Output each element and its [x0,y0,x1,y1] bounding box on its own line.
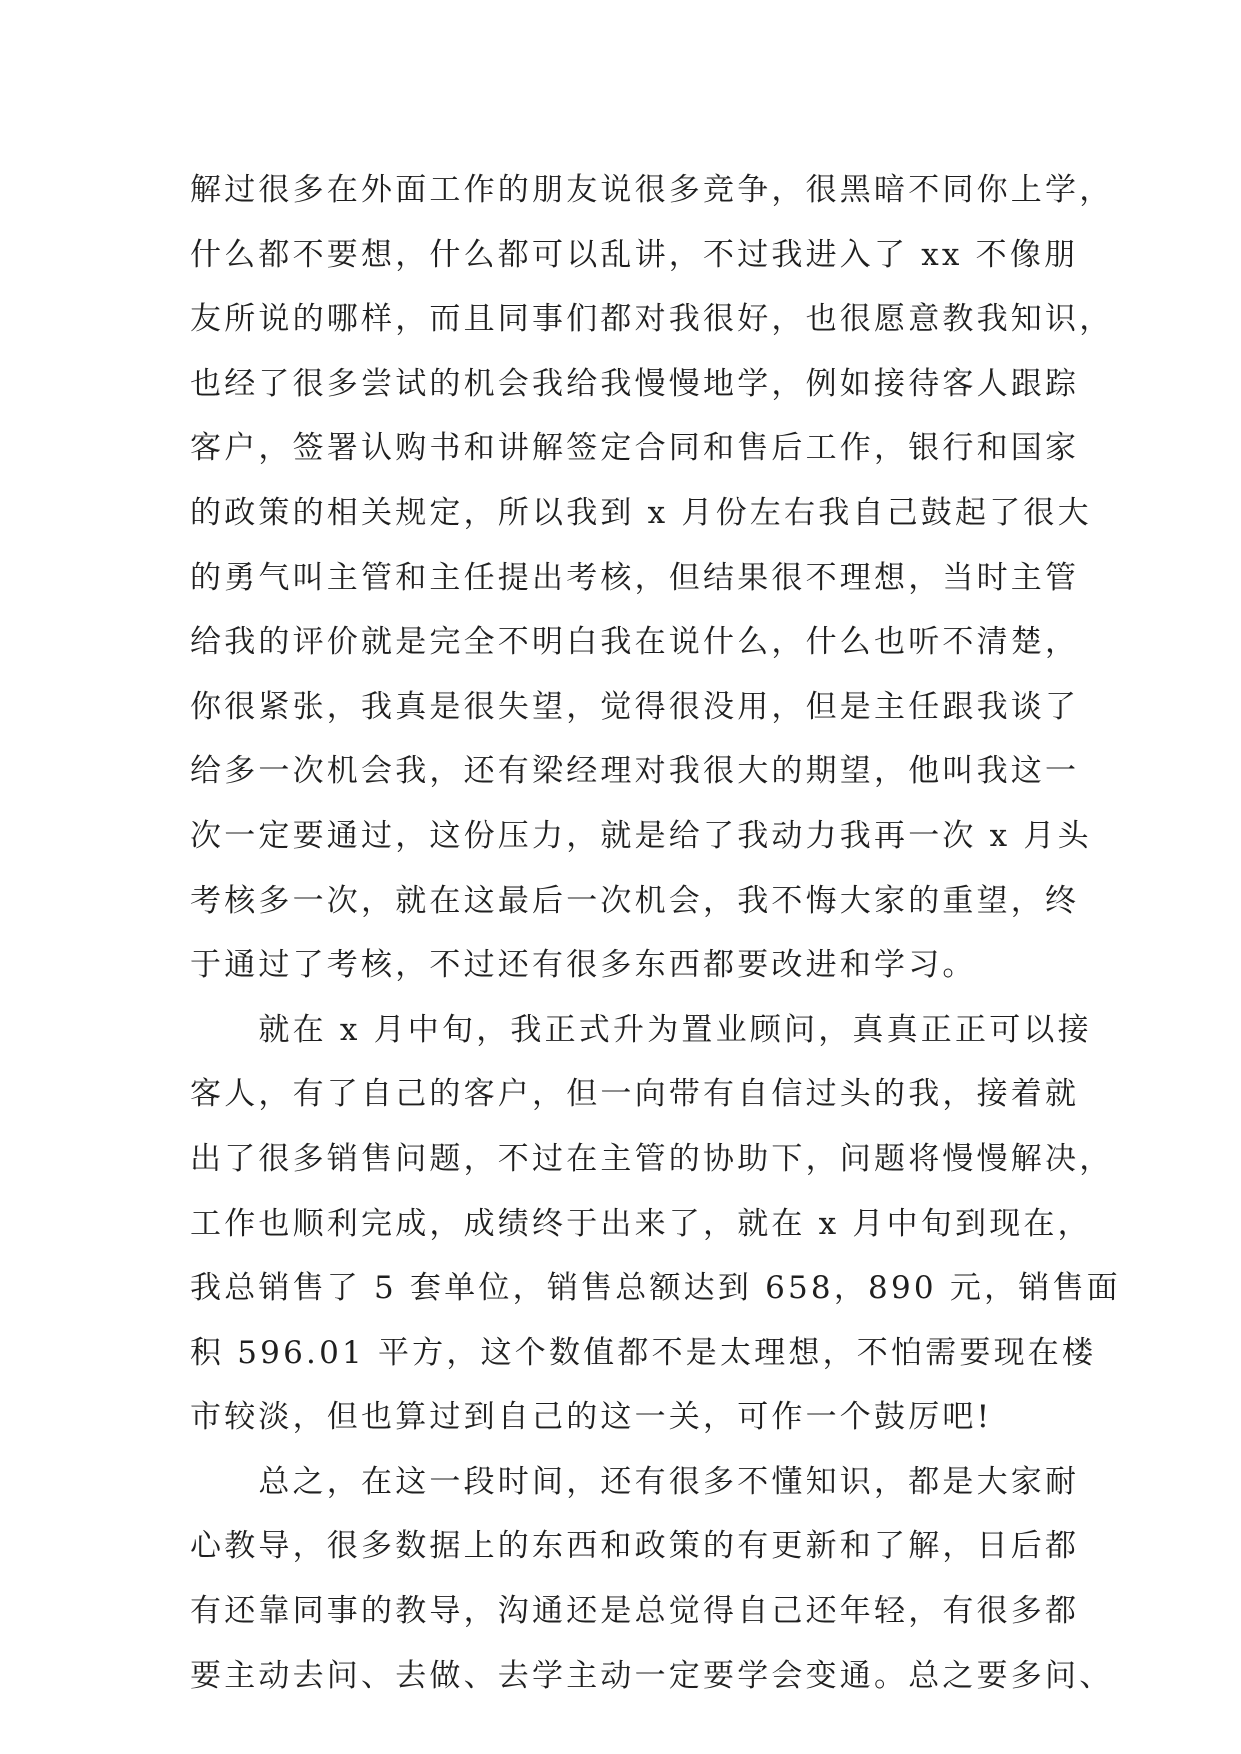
text-line: 给多一次机会我，还有梁经理对我很大的期望，他叫我这一 [190,753,1080,790]
text-line: 客人，有了自己的客户，但一向带有自信过头的我，接着就 [190,1076,1080,1113]
text-line: 出了很多销售问题，不过在主管的协助下，问题将慢慢解决， [190,1140,1114,1177]
text-line: 的政策的相关规定，所以我到 x 月份左右我自己鼓起了很大 [190,494,1092,531]
text-line: 于通过了考核，不过还有很多东西都要改进和学习。 [190,947,977,984]
text-line: 要主动去问、去做、去学主动一定要学会变通。总之要多问、 [190,1657,1114,1694]
text-line: 就在 x 月中旬，我正式升为置业顾问，真真正正可以接 [190,1011,1092,1048]
text-line: 工作也顺利完成，成绩终于出来了，就在 x 月中旬到现在， [190,1205,1092,1242]
text-line: 我总销售了 5 套单位，销售总额达到 658，890 元，销售面 [190,1270,1121,1307]
text-line: 给我的评价就是完全不明白我在说什么，什么也听不清楚， [190,624,1080,661]
text-line: 你很紧张，我真是很失望，觉得很没用，但是主任跟我谈了 [190,688,1080,725]
text-line: 积 596.01 平方，这个数值都不是太理想，不怕需要现在楼 [190,1334,1097,1371]
text-line: 客户，签署认购书和讲解签定合同和售后工作，银行和国家 [190,430,1080,467]
document-body [190,158,1121,1708]
text-line: 心教导，很多数据上的东西和政策的有更新和了解，日后都 [190,1528,1080,1565]
text-line: 解过很多在外面工作的朋友说很多竞争，很黑暗不同你上学， [190,172,1114,208]
text-line: 什么都不要想，什么都可以乱讲，不过我进入了 xx 不像朋 [190,236,1079,273]
text-line: 也经了很多尝试的机会我给我慢慢地学，例如接待客人跟踪 [190,365,1080,402]
text-line: 次一定要通过，这份压力，就是给了我动力我再一次 x 月头 [190,817,1092,854]
text-line: 有还靠同事的教导，沟通还是总觉得自己还年轻，有很多都 [190,1593,1080,1630]
text-line: 考核多一次，就在这最后一次机会，我不悔大家的重望，终 [190,882,1080,919]
text-line: 总之，在这一段时间，还有很多不懂知识，都是大家耐 [190,1463,1080,1500]
text-line: 市较淡，但也算过到自己的这一关，可作一个鼓厉吧! [190,1399,993,1436]
text-line: 友所说的哪样，而且同事们都对我很好，也很愿意教我知识， [190,301,1114,338]
text-line: 的勇气叫主管和主任提出考核，但结果很不理想，当时主管 [190,559,1080,596]
